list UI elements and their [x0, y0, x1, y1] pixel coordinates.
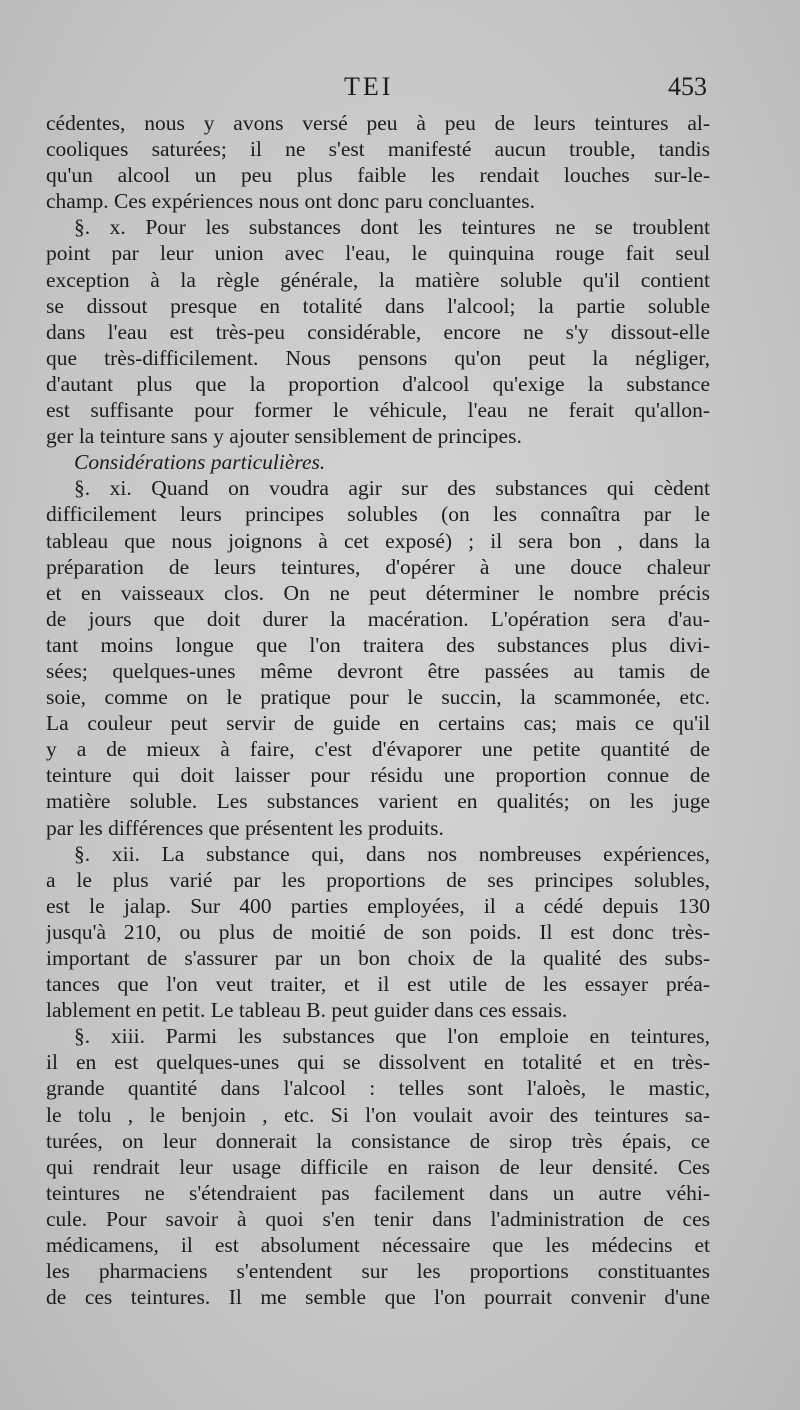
text-line: ger la teinture sans y ajouter sensiblement de principes. — [46, 424, 522, 449]
text-line: les pharmaciens s'entendent sur les proportions constituantes — [46, 1259, 710, 1284]
text-line: §. xii. La substance qui, dans nos nombreuses expériences, — [74, 841, 710, 866]
text-line: de ces teintures. Il me semble que l'on pourrait convenir d'une — [46, 1285, 710, 1310]
text-line: champ. Ces expériences nous ont donc paru concluantes. — [46, 189, 535, 214]
text-line: La couleur peut servir de guide en certains cas; mais ce qu'il — [46, 711, 710, 736]
text-line: qu'un alcool un peu plus faible les rendait louches sur-le- — [46, 163, 710, 188]
text-line: §. xiii. Parmi les substances que l'on emploie en teintures, — [74, 1024, 710, 1049]
text-line: cooliques saturées; il ne s'est manifesté aucun trouble, tandis — [46, 137, 710, 162]
text-line: a le plus varié par les proportions de ses principes solubles, — [46, 867, 710, 892]
text-line: tableau que nous joignons à cet exposé) ; il sera bon , dans la — [46, 528, 710, 553]
page-number: 453 — [668, 72, 707, 101]
text-line: matière soluble. Les substances varient en qualités; on les juge — [46, 789, 710, 814]
body-text — [46, 110, 710, 1310]
text-line: tant moins longue que l'on traitera des substances plus divi- — [46, 632, 710, 657]
text-line: cédentes, nous y avons versé peu à peu de leurs teintures al- — [46, 111, 710, 135]
running-head-title: TEI — [344, 72, 394, 101]
running-head — [0, 72, 800, 108]
text-line: §. x. Pour les substances dont les teintures ne se troublent — [74, 215, 710, 240]
text-line: préparation de leurs teintures, d'opérer à une douce chaleur — [46, 554, 710, 579]
text-line: est le jalap. Sur 400 parties employées, il a cédé depuis 130 — [46, 893, 710, 918]
text-line: jusqu'à 210, ou plus de moitié de son poids. Il est donc très- — [46, 919, 710, 944]
text-line: se dissout presque en totalité dans l'alcool; la partie soluble — [46, 293, 710, 318]
text-line: tances que l'on veut traiter, et il est utile de les essayer préa- — [46, 972, 710, 997]
text-line: cule. Pour savoir à quoi s'en tenir dans l'administration de ces — [46, 1206, 710, 1231]
text-line: point par leur union avec l'eau, le quinquina rouge fait seul — [46, 241, 710, 266]
text-line: grande quantité dans l'alcool : telles sont l'aloès, le mastic, — [46, 1076, 710, 1101]
text-line: il en est quelques-unes qui se dissolvent en totalité et en très- — [46, 1050, 710, 1075]
text-line: le tolu , le benjoin , etc. Si l'on voulait avoir des teintures sa- — [46, 1102, 710, 1127]
text-line: sées; quelques-unes même devront être passées au tamis de — [46, 658, 710, 683]
text-line: qui rendrait leur usage difficile en raison de leur densité. Ces — [46, 1154, 710, 1179]
text-line: difficilement leurs principes solubles (on les connaîtra par le — [46, 502, 710, 527]
text-line: §. xi. Quand on voudra agir sur des substances qui cèdent — [74, 476, 710, 501]
section-heading: Considérations particulières. — [74, 450, 326, 475]
text-line: d'autant plus que la proportion d'alcool qu'exige la substance — [46, 371, 710, 396]
text-line: important de s'assurer par un bon choix de la qualité des subs- — [46, 946, 710, 970]
text-line: y a de mieux à faire, c'est d'évaporer une petite quantité de — [46, 737, 710, 762]
text-line: de jours que doit durer la macération. L'opération sera d'au- — [46, 606, 710, 631]
text-line: teintures ne s'étendraient pas facilement dans un autre véhi- — [46, 1180, 710, 1205]
text-line: teinture qui doit laisser pour résidu une proportion connue de — [46, 763, 710, 788]
text-line: par les différences que présentent les produits. — [46, 815, 444, 840]
text-line: médicamens, il est absolument nécessaire que les médecins et — [46, 1233, 710, 1258]
text-line: turées, on leur donnerait la consistance de sirop très épais, ce — [46, 1128, 710, 1153]
text-line: que très-difficilement. Nous pensons qu'on peut la négliger, — [46, 345, 710, 370]
text-line: dans l'eau est très-peu considérable, encore ne s'y dissout-elle — [46, 319, 710, 344]
text-line: est suffisante pour former le véhicule, l'eau ne ferait qu'allon- — [46, 398, 710, 423]
text-line: lablement en petit. Le tableau B. peut guider dans ces essais. — [46, 998, 568, 1023]
text-line: et en vaisseaux clos. On ne peut déterminer le nombre précis — [46, 580, 710, 605]
text-line: exception à la règle générale, la matière soluble qu'il contient — [46, 267, 710, 292]
text-line: soie, comme on le pratique pour le succin, la scammonée, etc. — [46, 685, 710, 710]
